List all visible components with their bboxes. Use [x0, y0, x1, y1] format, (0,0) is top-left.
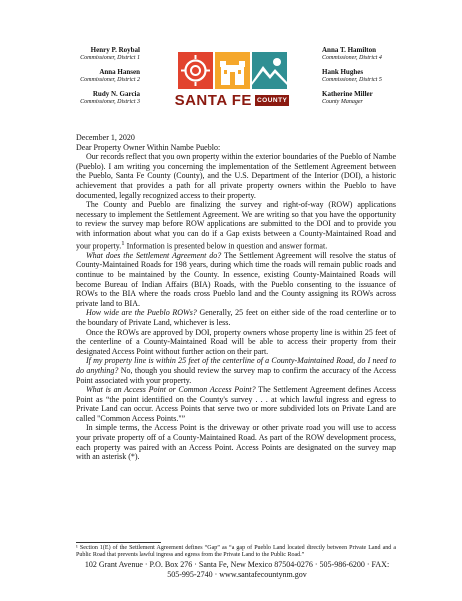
answer: The Settlement Agreement defines Access Point as “the point identified on the County's survey . . . at which lawful ingress and egress to Private Land can occur. Access Points that serve two or more subdivided lots on Private Land are called "Common Access Points."” — [76, 385, 396, 423]
qa-paragraph — [76, 308, 396, 327]
letter-body — [76, 133, 396, 462]
official-title: Commissioner, District 1 — [80, 55, 140, 61]
question: If my property line is within 25 feet of the centerline of a County-Maintained Road, do I need to do anything? — [76, 356, 396, 375]
official-title: Commissioner, District 5 — [322, 77, 382, 83]
official-name: Anna Hansen — [99, 68, 140, 76]
paragraph: Our records reflect that you own property within the exterior boundaries of the Pueblo of Nambe (Pueblo). I am writing you concerning the implementation of the Settlement Agreement between the Pueblo, Santa Fe County (County), and the U.S. Department of the Interior (DOI), a historic achievement that provides a path for all private property owners within the Pueblo to have documented, legally recognized access to their property. — [76, 152, 396, 200]
footnote-divider — [76, 542, 161, 543]
official-entry — [0, 46, 140, 68]
paragraph-text: Information is presented below in question and answer format. — [124, 241, 328, 251]
question: What is an Access Point or Common Access Point? — [86, 385, 256, 395]
official-entry — [322, 90, 462, 112]
paragraph-text: The County and Pueblo are finalizing the survey and right-of-way (ROW) applications necessary to implement the Settlement Agreement. We are writing so that you have the opportunity to review the survey map before ROW applications are submitted to the DOI and to provide you with information about what you can do if a Gap exists between a County-Maintained Road and your property. — [76, 200, 396, 251]
letterhead-right-column — [322, 46, 462, 112]
logo-wordmark — [174, 92, 290, 109]
paragraph: In simple terms, the Access Point is the driveway or other private road you will use to access your private property off of a County-Maintained Road. As part of the ROW development process, each property was paired with an Access Point. Access Points are designated on the survey map with an asterisk (*). — [76, 423, 396, 462]
letter-date: December 1, 2020 — [76, 133, 135, 142]
official-title: Commissioner, District 3 — [80, 99, 140, 105]
official-entry — [0, 68, 140, 90]
official-title: Commissioner, District 4 — [322, 55, 382, 61]
logo-badge: COUNTY — [256, 97, 288, 104]
logo-tiles — [174, 52, 290, 89]
official-name: Henry P. Roybal — [90, 46, 140, 54]
official-title: County Manager — [322, 99, 363, 105]
salutation: Dear Property Owner Within Nambe Pueblo: — [76, 142, 221, 152]
mountain-tile-icon — [252, 52, 287, 89]
qa-paragraph — [76, 356, 396, 385]
official-entry — [322, 68, 462, 90]
official-title: Commissioner, District 2 — [80, 77, 140, 83]
answer: No, though you should review the survey map to confirm the accuracy of the Access Point associated with your property. — [76, 365, 396, 385]
question: How wide are the Pueblo ROWs? — [86, 308, 197, 318]
logo-word: SANTA FE — [174, 92, 252, 109]
footer-line: 102 Grant Avenue · P.O. Box 276 · Santa Fe, New Mexico 87504-0276 · 505-986-6200 · FAX: — [84, 560, 390, 569]
footnote: ¹ Section 1(E) of the Settlement Agreement defines “Gap” as “a gap of Pueblo Land located directly between Private Land and a Public Road that prevents lawful ingress and egress from the Private Land to the Public Road.” — [76, 545, 396, 558]
official-name: Rudy N. Garcia — [92, 90, 140, 98]
official-name: Hank Hughes — [322, 68, 364, 76]
santa-fe-county-logo — [174, 52, 290, 116]
official-name: Katherine Miller — [322, 90, 373, 98]
footer-line: 505-995-2740 · www.santafecountynm.gov — [167, 570, 307, 579]
paragraph: Once the ROWs are approved by DOI, property owners whose property line is within 25 feet of the centerline of a County-Maintained Road will be able to access their property from their designated Access Point without further action on their part. — [76, 327, 396, 356]
adobe-church-tile-icon — [215, 52, 250, 89]
official-entry — [322, 46, 462, 68]
letterhead-left-column — [0, 46, 140, 112]
question: What does the Settlement Agreement do? — [86, 250, 222, 260]
address-footer — [74, 560, 400, 580]
paragraph — [76, 200, 396, 251]
answer: Generally, 25 feet on either side of the road centerline or to the boundary of Private Land, whichever is less. — [76, 308, 396, 327]
official-entry — [0, 90, 140, 112]
answer: The Settlement Agreement will resolve the status of County-Maintained Roads for 198 years, during which time the roads will remain public roads and continue to be maintained by the County. In essence, existing County-Maintained Roads will become Bureau of Indian Affairs (BIA) Roads, with the Pueblo consenting to the issuance of ROWs to the BIA where the roads cross Pueblo land and the County assigning its ROWs across private land to BIA. — [76, 250, 397, 308]
footnote-ref: 1 — [121, 239, 125, 247]
sun-tile-icon — [178, 52, 213, 89]
qa-paragraph — [76, 385, 396, 423]
qa-paragraph — [76, 251, 396, 309]
official-name: Anna T. Hamilton — [322, 46, 377, 54]
